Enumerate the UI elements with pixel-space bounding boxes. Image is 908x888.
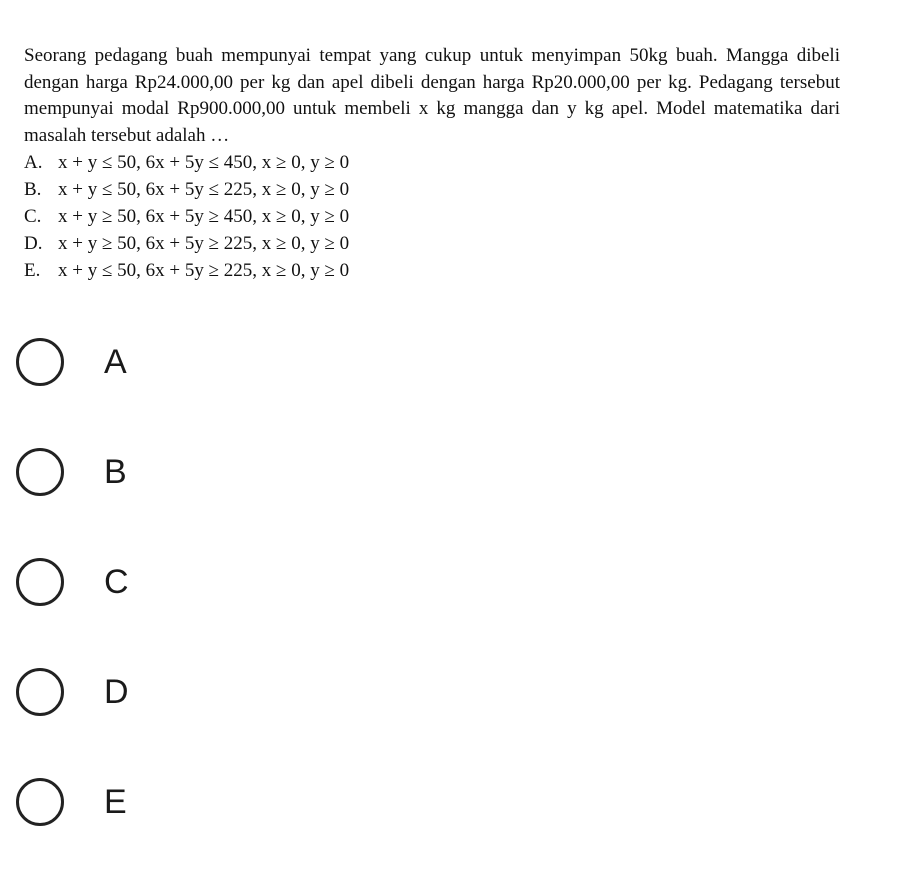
answer-label-a[interactable]: A <box>104 343 127 381</box>
choice-letter: B. <box>24 179 42 200</box>
choice-letter: D. <box>24 233 43 254</box>
choice-letter: E. <box>24 260 41 281</box>
choice-list <box>24 149 840 284</box>
choice-text: x + y ≤ 50, 6x + 5y ≤ 450, x ≥ 0, y ≥ 0 <box>58 152 350 173</box>
answer-label-b[interactable]: B <box>104 453 127 491</box>
answer-option-e[interactable] <box>13 770 613 880</box>
choice-item <box>24 149 840 176</box>
radio-button-b[interactable] <box>16 448 64 496</box>
answer-label-c[interactable]: C <box>104 563 129 601</box>
question-text: Seorang pedagang buah mempunyai tempat yang cukup untuk menyimpan 50kg buah. Mangga dibeli dengan harga Rp24.000,00 per kg dan apel dibeli dengan harga Rp20.000,00 per kg. Pedagang tersebut mempunyai modal Rp900.000,00 untuk membeli x kg mangga dan y kg apel. Model matematika dari masalah tersebut adalah … <box>24 45 840 146</box>
answer-option-c[interactable] <box>13 550 613 660</box>
radio-button-e[interactable] <box>16 778 64 826</box>
radio-button-a[interactable] <box>16 338 64 386</box>
choice-letter: A. <box>24 152 43 173</box>
answer-option-d[interactable] <box>13 660 613 770</box>
choice-text: x + y ≥ 50, 6x + 5y ≥ 225, x ≥ 0, y ≥ 0 <box>58 233 350 254</box>
choice-item <box>24 230 840 257</box>
answer-options <box>13 330 613 880</box>
choice-text: x + y ≥ 50, 6x + 5y ≥ 450, x ≥ 0, y ≥ 0 <box>58 206 350 227</box>
choice-text: x + y ≤ 50, 6x + 5y ≤ 225, x ≥ 0, y ≥ 0 <box>58 179 350 200</box>
choice-item <box>24 176 840 203</box>
answer-label-d[interactable]: D <box>104 673 129 711</box>
answer-option-a[interactable] <box>13 330 613 440</box>
choice-text: x + y ≤ 50, 6x + 5y ≥ 225, x ≥ 0, y ≥ 0 <box>58 260 350 281</box>
question-block <box>24 43 840 284</box>
answer-label-e[interactable]: E <box>104 783 127 821</box>
radio-button-c[interactable] <box>16 558 64 606</box>
choice-letter: C. <box>24 206 42 227</box>
choice-item <box>24 257 840 284</box>
radio-button-d[interactable] <box>16 668 64 716</box>
answer-option-b[interactable] <box>13 440 613 550</box>
choice-item <box>24 203 840 230</box>
